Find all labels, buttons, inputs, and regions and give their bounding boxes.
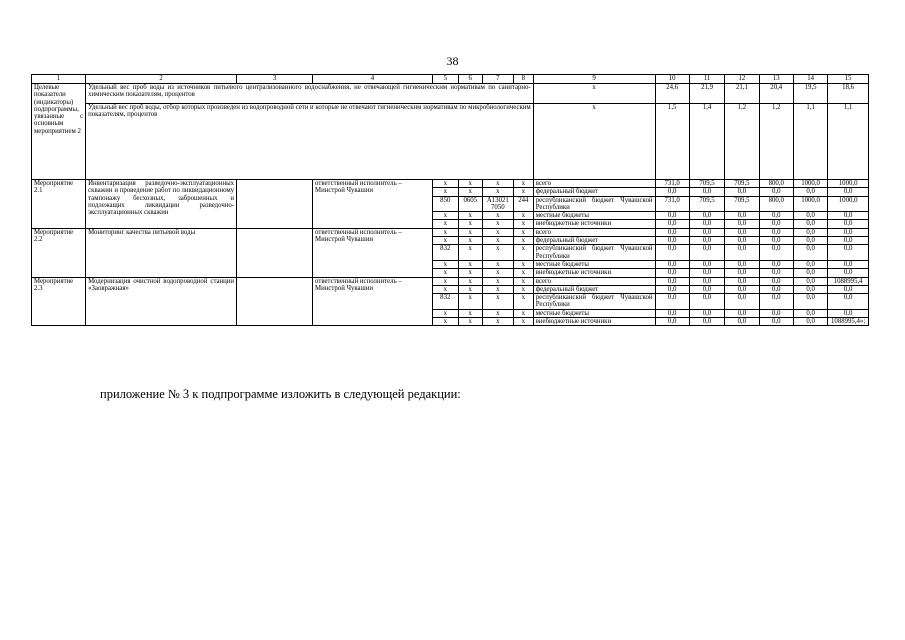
funding-value: 0,0 [793,220,827,228]
column-number: 12 [725,75,759,84]
page-number: 38 [446,54,459,68]
column-number: 11 [689,75,724,84]
funding-value: 0,0 [828,309,869,317]
funding-source: всего [533,228,655,236]
measure-code: Мероприятие 2.2 [32,228,86,277]
code-target-article: x [482,180,513,188]
funding-value: 0,0 [655,277,689,285]
funding-value: 0,0 [759,277,793,285]
target-x: x [533,84,655,104]
column-number: 2 [86,75,237,84]
funding-value: 0,0 [759,212,793,220]
code-target-article: x [482,285,513,293]
code-target-article: x [482,237,513,245]
code-expense-group: x [513,180,533,188]
target-row [32,104,869,180]
target-value: 20,4 [759,84,793,104]
code-grbs: x [432,237,458,245]
funding-value: 0,0 [828,220,869,228]
target-value: 1,4 [689,104,724,180]
funding-value: 709,5 [689,196,724,212]
funding-value: 0,0 [793,228,827,236]
funding-value: 0,0 [759,309,793,317]
code-expense-group: x [513,309,533,317]
funding-value: 0,0 [655,237,689,245]
measure-executor: ответственный исполнитель – Минстрой Чувашии [313,277,433,326]
funding-value: 0,0 [725,260,759,268]
funding-source: всего [533,277,655,285]
measure-code: Мероприятие 2.3 [32,277,86,326]
target-text: Удельный вес проб воды, отбор которых произведен из водопроводной сети и которые не отвечают гигиеническим нормативам по микробиологическим показателям, процентов [86,104,534,180]
funding-value: 731,0 [655,180,689,188]
target-row [32,84,869,104]
funding-value: 0,0 [689,228,724,236]
funding-value: 0,0 [689,309,724,317]
code-target-article: x [482,309,513,317]
funding-value: 0,0 [759,188,793,196]
funding-value: 0,0 [759,294,793,310]
funding-value: 1088995,4 [828,277,869,285]
funding-value: 0,0 [725,237,759,245]
funding-value: 0,0 [689,260,724,268]
funding-value: 0,0 [759,245,793,261]
code-expense-group: x [513,318,533,326]
funding-source: федеральный бюджет [533,188,655,196]
target-value: 1,1 [828,104,869,180]
funding-value: 731,0 [655,196,689,212]
funding-value: 0,0 [759,220,793,228]
funding-source: местные бюджеты [533,260,655,268]
funding-value: 0,0 [725,188,759,196]
funding-value: 0,0 [689,188,724,196]
code-expense-group: x [513,269,533,277]
target-value: 1,1 [793,104,827,180]
code-expense-group: x [513,245,533,261]
funding-value: 0,0 [828,228,869,236]
funding-value: 0,0 [828,245,869,261]
funding-value: 0,0 [759,285,793,293]
funding-value: 0,0 [828,294,869,310]
funding-value: 0,0 [655,260,689,268]
funding-source: внебюджетные источники [533,220,655,228]
code-section: x [458,260,482,268]
code-target-article: x [482,294,513,310]
code-section: x [458,285,482,293]
funding-value: 0,0 [689,294,724,310]
code-target-article: x [482,212,513,220]
funding-value: 0,0 [725,309,759,317]
code-expense-group: 244 [513,196,533,212]
funding-value: 1000,0 [828,180,869,188]
code-expense-group: x [513,188,533,196]
code-section: x [458,318,482,326]
funding-value: 0,0 [793,188,827,196]
funding-value: 0,0 [793,269,827,277]
funding-source: всего [533,180,655,188]
funding-value: 709,5 [725,180,759,188]
code-section: x [458,237,482,245]
code-section: x [458,294,482,310]
column-number: 7 [482,75,513,84]
funding-value: 0,0 [759,260,793,268]
column-number-row [32,75,869,84]
targets-label: Целевые показатели (индикаторы) подпрограммы, увязанные с основным мероприятием 2 [32,84,86,180]
code-target-article: x [482,220,513,228]
code-expense-group: x [513,220,533,228]
funding-value: 0,0 [725,318,759,326]
measure-executor: ответственный исполнитель – Минстрой Чувашии [313,180,433,229]
code-target-article: x [482,318,513,326]
code-expense-group: x [513,212,533,220]
funding-value: 0,0 [793,212,827,220]
funding-value: 0,0 [689,285,724,293]
funding-value: 800,0 [759,196,793,212]
column-number: 14 [793,75,827,84]
measure-blank [237,228,313,277]
funding-value: 0,0 [655,309,689,317]
target-value: 1,2 [725,104,759,180]
funding-value: 0,0 [793,318,827,326]
funding-row [32,180,869,188]
measure-name: Модернизация очистной водопроводной станции «Заовражная» [86,277,237,326]
funding-source: внебюджетные источники [533,269,655,277]
program-table [31,74,869,326]
funding-source: внебюджетные источники [533,318,655,326]
code-target-article: x [482,245,513,261]
code-section: x [458,220,482,228]
code-target-article: x [482,228,513,236]
code-section: x [458,269,482,277]
funding-value: 0,0 [689,269,724,277]
code-grbs: 850 [432,196,458,212]
target-x: x [533,104,655,180]
code-grbs: x [432,228,458,236]
code-expense-group: x [513,237,533,245]
code-grbs: x [432,277,458,285]
target-value: 19,5 [793,84,827,104]
measure-executor: ответственный исполнитель – Минстрой Чувашии [313,228,433,277]
column-number: 3 [237,75,313,84]
funding-value: 0,0 [828,212,869,220]
funding-value: 0,0 [725,277,759,285]
funding-value: 0,0 [655,285,689,293]
funding-value: 0,0 [828,260,869,268]
funding-value: 709,5 [725,196,759,212]
funding-value: 0,0 [689,212,724,220]
code-target-article: x [482,188,513,196]
funding-value: 0,0 [725,212,759,220]
funding-source: федеральный бюджет [533,285,655,293]
code-section: x [458,180,482,188]
code-grbs: x [432,269,458,277]
code-section: x [458,212,482,220]
code-grbs: x [432,309,458,317]
funding-source: федеральный бюджет [533,237,655,245]
column-number: 4 [313,75,433,84]
funding-row [32,228,869,236]
code-grbs: x [432,285,458,293]
code-grbs: 832 [432,245,458,261]
measure-blank [237,277,313,326]
funding-value: 0,0 [689,277,724,285]
code-grbs: x [432,212,458,220]
target-text: Удельный вес проб воды из источников питьевого централизованного водоснабжения, не отвечающей гигиеническим нормативам по санитарно-химическим показателям, процентов [86,84,534,104]
target-value: 18,6 [828,84,869,104]
funding-value: 0,0 [655,228,689,236]
funding-value: 709,5 [689,180,724,188]
funding-value: 0,0 [759,318,793,326]
code-target-article: x [482,269,513,277]
column-number: 10 [655,75,689,84]
funding-value: 0,0 [828,285,869,293]
funding-source: республиканский бюджет Чувашской Республики [533,294,655,310]
funding-value: 0,0 [689,318,724,326]
code-section: x [458,245,482,261]
funding-value: 0,0 [828,237,869,245]
funding-value: 0,0 [793,294,827,310]
code-grbs: x [432,220,458,228]
measure-code: Мероприятие 2.1 [32,180,86,229]
funding-value: 0,0 [793,260,827,268]
measure-name: Мониторинг качества питьевой воды [86,228,237,277]
column-number: 8 [513,75,533,84]
funding-value: 0,0 [725,220,759,228]
code-grbs: x [432,318,458,326]
code-expense-group: x [513,285,533,293]
funding-value: 0,0 [828,188,869,196]
measure-name: Инвентаризация разведочно-эксплуатационных скважин и проведение работ по ликвидационному тампонажу бесхозных, заброшенных и подлежащих ликвидации разведочно-эксплуатационных скважин [86,180,237,229]
closing-text: приложение № 3 к подпрограмме изложить в следующей редакции: [100,387,461,401]
funding-value: 0,0 [655,269,689,277]
funding-value: 800,0 [759,180,793,188]
column-number: 5 [432,75,458,84]
funding-value: 0,0 [689,245,724,261]
funding-value: 0,0 [759,237,793,245]
code-section: 0605 [458,196,482,212]
funding-row [32,277,869,285]
code-expense-group: x [513,260,533,268]
code-target-article: А13021 7050 [482,196,513,212]
code-grbs: x [432,188,458,196]
code-expense-group: x [513,277,533,285]
funding-value: 0,0 [793,277,827,285]
target-value: 1,5 [655,104,689,180]
target-value: 21,9 [689,84,724,104]
code-grbs: 832 [432,294,458,310]
funding-value: 0,0 [725,228,759,236]
funding-value: 0,0 [793,309,827,317]
funding-value: 0,0 [725,245,759,261]
code-target-article: x [482,277,513,285]
code-section: x [458,188,482,196]
funding-value: 1000,0 [793,196,827,212]
funding-value: 0,0 [655,188,689,196]
funding-value: 0,0 [725,269,759,277]
funding-value: 0,0 [793,285,827,293]
code-section: x [458,228,482,236]
funding-value: 0,0 [655,294,689,310]
funding-value: 0,0 [759,269,793,277]
code-grbs: x [432,260,458,268]
funding-value: 0,0 [828,269,869,277]
target-value: 24,6 [655,84,689,104]
column-number: 1 [32,75,86,84]
funding-value: 0,0 [725,294,759,310]
funding-value: 0,0 [725,285,759,293]
code-grbs: x [432,180,458,188]
target-value: 1,2 [759,104,793,180]
column-number: 15 [828,75,869,84]
funding-value: 0,0 [655,318,689,326]
code-target-article: x [482,260,513,268]
funding-value: 1000,0 [793,180,827,188]
funding-value: 0,0 [793,245,827,261]
funding-value: 0,0 [759,228,793,236]
funding-value: 0,0 [655,212,689,220]
funding-value: 0,0 [655,220,689,228]
code-expense-group: x [513,294,533,310]
column-number: 13 [759,75,793,84]
code-section: x [458,309,482,317]
funding-value: 1088995,4»; [828,318,869,326]
funding-value: 1000,0 [828,196,869,212]
funding-source: республиканский бюджет Чувашской Республики [533,245,655,261]
funding-value: 0,0 [689,237,724,245]
funding-source: республиканский бюджет Чувашской Республики [533,196,655,212]
funding-source: местные бюджеты [533,309,655,317]
funding-value: 0,0 [655,245,689,261]
funding-value: 0,0 [689,220,724,228]
funding-value: 0,0 [793,237,827,245]
target-value: 21,1 [725,84,759,104]
funding-source: местные бюджеты [533,212,655,220]
code-section: x [458,277,482,285]
code-expense-group: x [513,228,533,236]
column-number: 9 [533,75,655,84]
column-number: 6 [458,75,482,84]
measure-blank [237,180,313,229]
